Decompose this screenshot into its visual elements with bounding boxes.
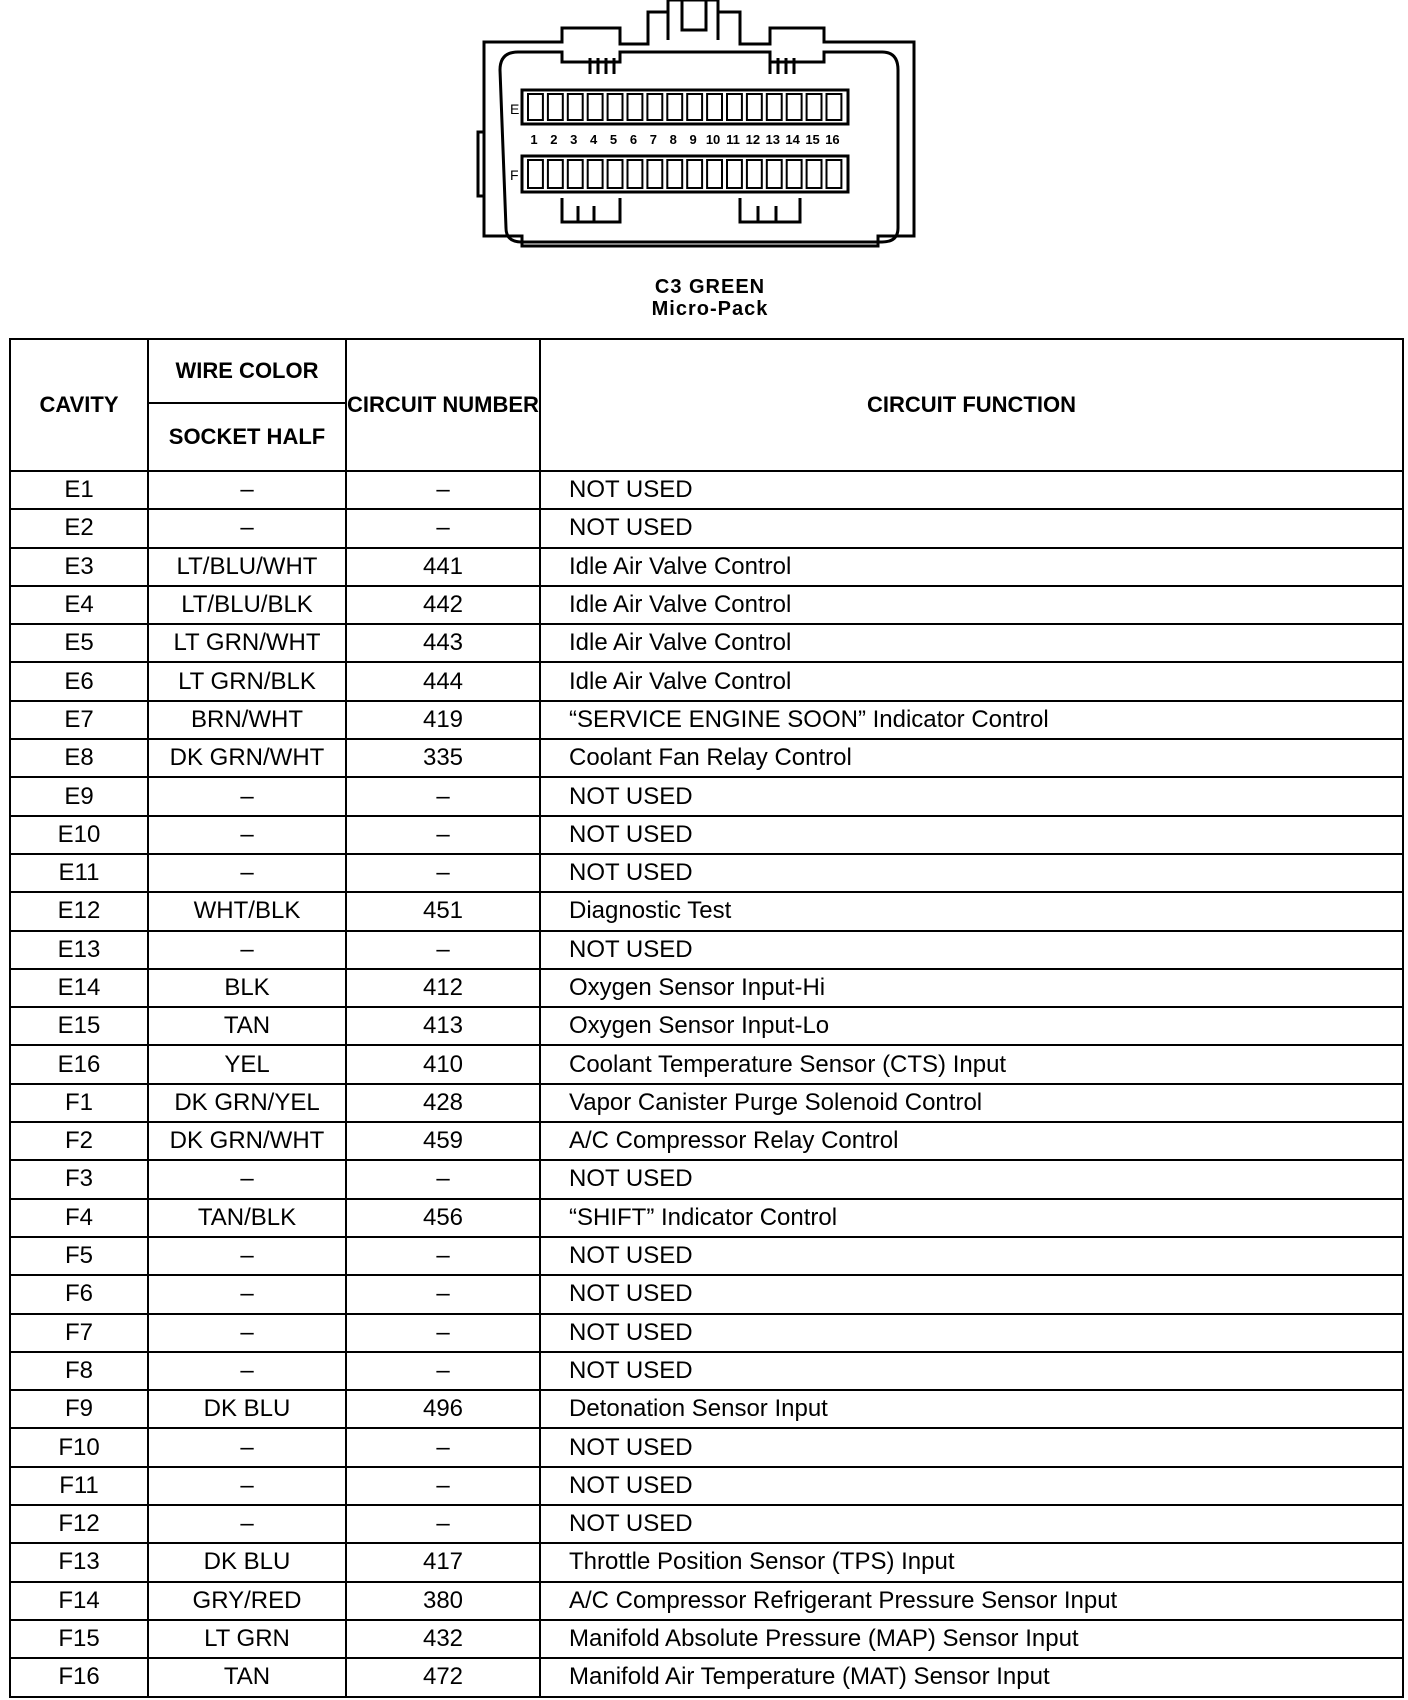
- connector-name: C3 GREEN: [654, 276, 766, 298]
- wire-color-cell: DK BLU: [148, 1543, 346, 1581]
- cavity-cell: E10: [10, 816, 148, 854]
- cavity-cell: E1: [10, 471, 148, 509]
- pin-number: 7: [649, 132, 657, 147]
- circuit-function-cell: Idle Air Valve Control: [540, 548, 1403, 586]
- pin-number: 10: [705, 132, 721, 147]
- circuit-number-cell: –: [346, 1428, 540, 1466]
- cavity-cell: F1: [10, 1084, 148, 1122]
- table-row: [10, 471, 1403, 509]
- circuit-function-cell: NOT USED: [540, 509, 1403, 547]
- circuit-function-cell: Diagnostic Test: [540, 892, 1403, 930]
- cavity-f2: [548, 160, 563, 188]
- cavity-f6: [628, 160, 643, 188]
- circuit-number-cell: 443: [346, 624, 540, 662]
- wire-color-cell: –: [148, 1160, 346, 1198]
- cavity-cell: E13: [10, 931, 148, 969]
- header-circuit-function: CIRCUIT FUNCTION: [540, 339, 1403, 471]
- wire-color-cell: BLK: [148, 969, 346, 1007]
- circuit-number-cell: –: [346, 1237, 540, 1275]
- circuit-function-cell: Manifold Absolute Pressure (MAP) Sensor Input: [540, 1620, 1403, 1658]
- wire-color-cell: GRY/RED: [148, 1582, 346, 1620]
- wire-color-cell: –: [148, 777, 346, 815]
- table-row: [10, 816, 1403, 854]
- circuit-function-cell: Idle Air Valve Control: [540, 662, 1403, 700]
- wire-color-cell: BRN/WHT: [148, 701, 346, 739]
- circuit-number-cell: 456: [346, 1199, 540, 1237]
- cavity-cell: F4: [10, 1199, 148, 1237]
- cavity-e3: [568, 94, 583, 120]
- pin-number: 15: [805, 132, 820, 147]
- cavity-cell: E9: [10, 777, 148, 815]
- circuit-function-cell: Oxygen Sensor Input-Hi: [540, 969, 1403, 1007]
- table-row: [10, 1275, 1403, 1313]
- circuit-number-cell: 442: [346, 586, 540, 624]
- cavity-f8: [667, 160, 682, 188]
- cavity-e16: [827, 94, 842, 120]
- table-row: [10, 1237, 1403, 1275]
- circuit-function-cell: Coolant Fan Relay Control: [540, 739, 1403, 777]
- cavity-cell: F5: [10, 1237, 148, 1275]
- cavity-cell: E15: [10, 1007, 148, 1045]
- table-row: [10, 739, 1403, 777]
- cavity-f16: [827, 160, 842, 188]
- circuit-number-cell: 417: [346, 1543, 540, 1581]
- table-row: [10, 1007, 1403, 1045]
- pin-number: 8: [669, 132, 677, 147]
- circuit-number-cell: –: [346, 1352, 540, 1390]
- circuit-number-cell: –: [346, 777, 540, 815]
- circuit-number-cell: 428: [346, 1084, 540, 1122]
- circuit-number-cell: 380: [346, 1582, 540, 1620]
- table-row: [10, 1160, 1403, 1198]
- pin-number: 13: [765, 132, 780, 147]
- circuit-number-cell: 412: [346, 969, 540, 1007]
- pin-number: 5: [609, 132, 618, 147]
- circuit-number-cell: 441: [346, 548, 540, 586]
- header-socket-half: SOCKET HALF: [148, 403, 346, 471]
- pin-number: 2: [550, 132, 558, 147]
- cavity-cell: F11: [10, 1467, 148, 1505]
- cavity-e10: [707, 94, 722, 120]
- circuit-number-cell: –: [346, 1314, 540, 1352]
- circuit-number-cell: –: [346, 1160, 540, 1198]
- circuit-function-cell: NOT USED: [540, 471, 1403, 509]
- cavity-e9: [687, 94, 702, 120]
- row-f-label: F: [510, 167, 519, 183]
- cavity-e11: [727, 94, 742, 120]
- circuit-number-cell: –: [346, 854, 540, 892]
- connector-type: Micro-Pack: [651, 298, 769, 320]
- circuit-function-cell: Idle Air Valve Control: [540, 586, 1403, 624]
- wire-color-cell: –: [148, 1275, 346, 1313]
- cavity-cell: E4: [10, 586, 148, 624]
- wire-color-cell: DK GRN/WHT: [148, 739, 346, 777]
- cavity-f15: [807, 160, 822, 188]
- cavity-e2: [548, 94, 563, 120]
- cavity-f13: [767, 160, 782, 188]
- circuit-function-cell: NOT USED: [540, 1428, 1403, 1466]
- circuit-number-cell: –: [346, 509, 540, 547]
- pin-number: 1: [530, 132, 538, 147]
- table-row: [10, 1505, 1403, 1543]
- cavity-e1: [528, 94, 543, 120]
- circuit-number-cell: 432: [346, 1620, 540, 1658]
- pin-number: 14: [785, 132, 800, 147]
- table-row: [10, 892, 1403, 930]
- header-circuit-number: CIRCUIT NUMBER: [346, 339, 540, 471]
- cavity-cell: F16: [10, 1658, 148, 1696]
- cavity-cell: E8: [10, 739, 148, 777]
- circuit-function-cell: Coolant Temperature Sensor (CTS) Input: [540, 1045, 1403, 1083]
- circuit-number-cell: 419: [346, 701, 540, 739]
- table-row: [10, 969, 1403, 1007]
- circuit-function-cell: NOT USED: [540, 1237, 1403, 1275]
- pin-number: 4: [590, 132, 598, 147]
- table-row: [10, 1045, 1403, 1083]
- table-row: [10, 548, 1403, 586]
- circuit-number-cell: 451: [346, 892, 540, 930]
- circuit-function-cell: Detonation Sensor Input: [540, 1390, 1403, 1428]
- table-row: [10, 586, 1403, 624]
- pin-number: 9: [689, 132, 697, 147]
- table-row: [10, 624, 1403, 662]
- wire-color-cell: DK GRN/WHT: [148, 1122, 346, 1160]
- wire-color-cell: –: [148, 1237, 346, 1275]
- table-row: [10, 854, 1403, 892]
- cavity-e15: [807, 94, 822, 120]
- header-wire-color: WIRE COLOR: [148, 339, 346, 403]
- cavity-e12: [747, 94, 762, 120]
- pinout-table: [9, 338, 1404, 1698]
- pin-number: 3: [570, 132, 578, 147]
- wire-color-cell: DK GRN/YEL: [148, 1084, 346, 1122]
- cavity-cell: F12: [10, 1505, 148, 1543]
- table-row: [10, 1352, 1403, 1390]
- cavity-cell: E16: [10, 1045, 148, 1083]
- circuit-number-cell: –: [346, 816, 540, 854]
- cavity-e14: [787, 94, 802, 120]
- pin-number: 6: [629, 132, 638, 147]
- table-row: [10, 509, 1403, 547]
- wire-color-cell: –: [148, 1467, 346, 1505]
- table-row: [10, 1084, 1403, 1122]
- circuit-number-cell: 413: [346, 1007, 540, 1045]
- cavity-cell: F15: [10, 1620, 148, 1658]
- circuit-function-cell: NOT USED: [540, 1160, 1403, 1198]
- cavity-cell: E6: [10, 662, 148, 700]
- wire-color-cell: LT GRN/BLK: [148, 662, 346, 700]
- circuit-function-cell: “SERVICE ENGINE SOON” Indicator Control: [540, 701, 1403, 739]
- table-row: [10, 1428, 1403, 1466]
- cavity-f10: [707, 160, 722, 188]
- wire-color-cell: YEL: [148, 1045, 346, 1083]
- pin-number: 16: [825, 132, 840, 147]
- table-row: [10, 931, 1403, 969]
- cavity-e6: [628, 94, 643, 120]
- cavity-f5: [608, 160, 623, 188]
- wire-color-cell: –: [148, 1314, 346, 1352]
- header-cavity: CAVITY: [10, 339, 148, 471]
- pin-number: 11: [726, 132, 740, 147]
- cavity-cell: E5: [10, 624, 148, 662]
- cavity-f3: [568, 160, 583, 188]
- cavity-cell: F10: [10, 1428, 148, 1466]
- circuit-function-cell: NOT USED: [540, 1314, 1403, 1352]
- table-row: [10, 1467, 1403, 1505]
- wire-color-cell: –: [148, 1505, 346, 1543]
- table-row: [10, 1658, 1403, 1696]
- table-row: [10, 1543, 1403, 1581]
- circuit-number-cell: 444: [346, 662, 540, 700]
- wire-color-cell: –: [148, 1352, 346, 1390]
- circuit-function-cell: NOT USED: [540, 777, 1403, 815]
- circuit-function-cell: Idle Air Valve Control: [540, 624, 1403, 662]
- circuit-number-cell: –: [346, 1275, 540, 1313]
- cavity-cell: E2: [10, 509, 148, 547]
- circuit-function-cell: A/C Compressor Refrigerant Pressure Sensor Input: [540, 1582, 1403, 1620]
- wire-color-cell: –: [148, 1428, 346, 1466]
- cavity-cell: F6: [10, 1275, 148, 1313]
- circuit-number-cell: –: [346, 931, 540, 969]
- cavity-e13: [767, 94, 782, 120]
- table-row: [10, 1314, 1403, 1352]
- circuit-function-cell: NOT USED: [540, 854, 1403, 892]
- table-row: [10, 662, 1403, 700]
- circuit-function-cell: Oxygen Sensor Input-Lo: [540, 1007, 1403, 1045]
- circuit-function-cell: NOT USED: [540, 1467, 1403, 1505]
- cavity-f1: [528, 160, 543, 188]
- table-row: [10, 1390, 1403, 1428]
- cavity-cell: E7: [10, 701, 148, 739]
- circuit-function-cell: A/C Compressor Relay Control: [540, 1122, 1403, 1160]
- circuit-function-cell: Manifold Air Temperature (MAT) Sensor Input: [540, 1658, 1403, 1696]
- cavity-e5: [608, 94, 623, 120]
- wire-color-cell: TAN: [148, 1007, 346, 1045]
- circuit-function-cell: NOT USED: [540, 1352, 1403, 1390]
- table-row: [10, 777, 1403, 815]
- cavity-f9: [687, 160, 702, 188]
- cavity-cell: F13: [10, 1543, 148, 1581]
- cavity-f14: [787, 160, 802, 188]
- cavity-cell: E12: [10, 892, 148, 930]
- wire-color-cell: LT GRN: [148, 1620, 346, 1658]
- wire-color-cell: LT GRN/WHT: [148, 624, 346, 662]
- circuit-function-cell: NOT USED: [540, 931, 1403, 969]
- circuit-function-cell: Throttle Position Sensor (TPS) Input: [540, 1543, 1403, 1581]
- row-e-label: E: [510, 101, 520, 117]
- cavity-e7: [647, 94, 662, 120]
- cavity-e4: [588, 94, 603, 120]
- circuit-function-cell: NOT USED: [540, 816, 1403, 854]
- cavity-f11: [727, 160, 742, 188]
- table-row: [10, 701, 1403, 739]
- circuit-function-cell: “SHIFT” Indicator Control: [540, 1199, 1403, 1237]
- circuit-function-cell: NOT USED: [540, 1275, 1403, 1313]
- cavity-cell: F14: [10, 1582, 148, 1620]
- cavity-cell: F8: [10, 1352, 148, 1390]
- circuit-function-cell: NOT USED: [540, 1505, 1403, 1543]
- cavity-f12: [747, 160, 762, 188]
- wire-color-cell: WHT/BLK: [148, 892, 346, 930]
- circuit-number-cell: –: [346, 1467, 540, 1505]
- connector-diagram: [470, 0, 930, 260]
- table-row: [10, 1199, 1403, 1237]
- circuit-number-cell: –: [346, 471, 540, 509]
- wire-color-cell: –: [148, 854, 346, 892]
- cavity-cell: F7: [10, 1314, 148, 1352]
- wire-color-cell: –: [148, 471, 346, 509]
- pin-number: 12: [745, 132, 761, 147]
- wire-color-cell: TAN: [148, 1658, 346, 1696]
- circuit-number-cell: 496: [346, 1390, 540, 1428]
- wire-color-cell: TAN/BLK: [148, 1199, 346, 1237]
- cavity-cell: E11: [10, 854, 148, 892]
- circuit-function-cell: Vapor Canister Purge Solenoid Control: [540, 1084, 1403, 1122]
- circuit-number-cell: 459: [346, 1122, 540, 1160]
- wire-color-cell: –: [148, 931, 346, 969]
- wire-color-cell: LT/BLU/BLK: [148, 586, 346, 624]
- wire-color-cell: LT/BLU/WHT: [148, 548, 346, 586]
- table-row: [10, 1620, 1403, 1658]
- circuit-number-cell: –: [346, 1505, 540, 1543]
- connector-caption: [560, 276, 860, 320]
- wire-color-cell: DK BLU: [148, 1390, 346, 1428]
- wire-color-cell: –: [148, 509, 346, 547]
- cavity-cell: F3: [10, 1160, 148, 1198]
- circuit-number-cell: 335: [346, 739, 540, 777]
- cavity-f7: [647, 160, 662, 188]
- cavity-e8: [667, 94, 682, 120]
- cavity-cell: E3: [10, 548, 148, 586]
- circuit-number-cell: 472: [346, 1658, 540, 1696]
- cavity-cell: E14: [10, 969, 148, 1007]
- table-row: [10, 1122, 1403, 1160]
- table-row: [10, 1582, 1403, 1620]
- circuit-number-cell: 410: [346, 1045, 540, 1083]
- cavity-cell: F9: [10, 1390, 148, 1428]
- wire-color-cell: –: [148, 816, 346, 854]
- cavity-f4: [588, 160, 603, 188]
- cavity-cell: F2: [10, 1122, 148, 1160]
